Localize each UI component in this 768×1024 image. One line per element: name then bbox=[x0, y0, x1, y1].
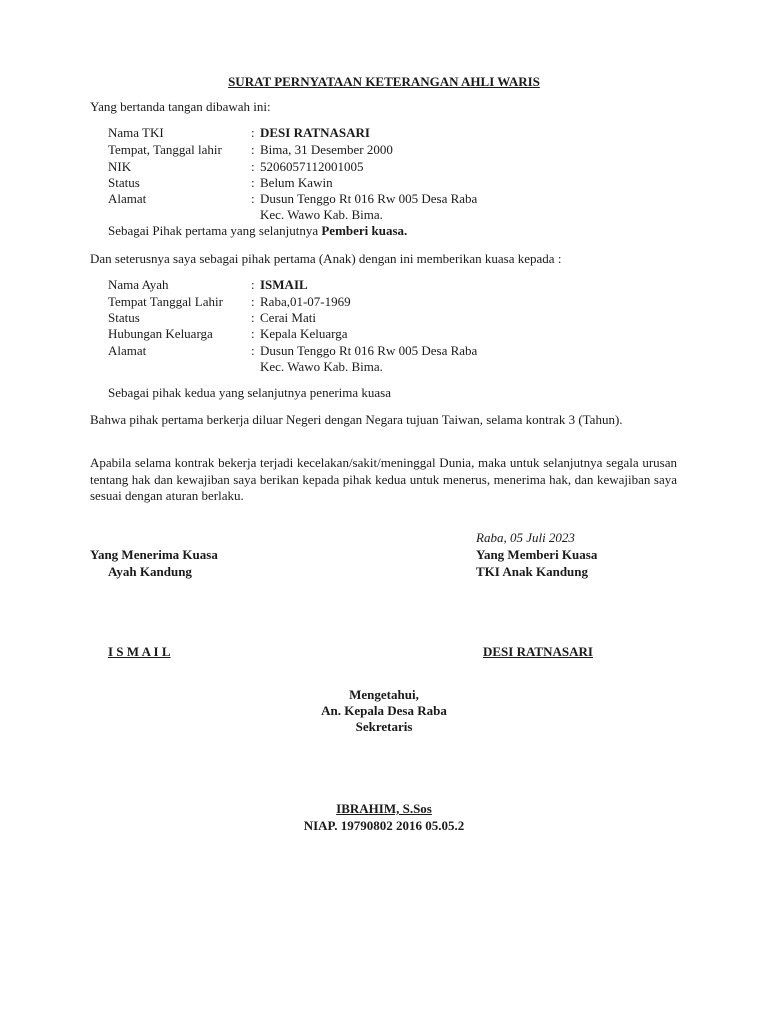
right-signer-role: Yang Memberi Kuasa bbox=[476, 547, 598, 562]
right-signer-relation: TKI Anak Kandung bbox=[476, 564, 589, 579]
field-colon: : bbox=[251, 326, 255, 341]
field-value-nama-ayah: ISMAIL bbox=[260, 277, 308, 292]
field-value-nama-tki: DESI RATNASARI bbox=[260, 125, 370, 140]
field-label-alamat-2: Alamat bbox=[108, 343, 147, 358]
field-value-status-2: Cerai Mati bbox=[260, 310, 316, 325]
field-colon: : bbox=[251, 294, 255, 309]
place-date: Raba, 05 Juli 2023 bbox=[476, 530, 575, 545]
field-value-hubungan-keluarga: Kepala Keluarga bbox=[260, 326, 348, 341]
field-value-alamat-line2: Kec. Wawo Kab. Bima. bbox=[260, 207, 383, 222]
field-value-nik: 5206057112001005 bbox=[260, 159, 364, 174]
field-label-status: Status bbox=[108, 175, 140, 190]
approval-acknowledged: Mengetahui, bbox=[349, 687, 419, 702]
second-party-closing: Sebagai pihak kedua yang selanjutnya penerima kuasa bbox=[108, 385, 392, 400]
left-signer-relation: Ayah Kandung bbox=[108, 564, 192, 579]
approval-on-behalf: An. Kepala Desa Raba bbox=[321, 703, 447, 718]
field-label-alamat: Alamat bbox=[108, 191, 147, 206]
field-colon: : bbox=[251, 125, 255, 140]
field-colon: : bbox=[251, 343, 255, 358]
field-value-tempat-tanggal-lahir-2: Raba,01-07-1969 bbox=[260, 294, 351, 309]
field-colon: : bbox=[251, 142, 255, 157]
field-colon: : bbox=[251, 191, 255, 206]
approval-name-text: IBRAHIM, S.Sos bbox=[336, 801, 432, 816]
transition-text: Dan seterusnya saya sebagai pihak pertama (Anak) dengan ini memberikan kuasa kepada : bbox=[90, 251, 562, 266]
field-value-tempat-tanggal-lahir: Bima, 31 Desember 2000 bbox=[260, 142, 393, 157]
field-value-alamat-2-line2: Kec. Wawo Kab. Bima. bbox=[260, 359, 383, 374]
left-signer-role: Yang Menerima Kuasa bbox=[90, 547, 218, 562]
first-party-closing-bold: Pemberi kuasa. bbox=[321, 223, 408, 238]
intro-text: Yang bertanda tangan dibawah ini: bbox=[90, 99, 271, 114]
approval-name bbox=[0, 801, 768, 817]
field-colon: : bbox=[251, 159, 255, 174]
field-colon: : bbox=[251, 310, 255, 325]
paragraph-authority: Apabila selama kontrak bekerja terjadi kecelakan/sakit/meninggal Dunia, maka untuk selanjutnya segala urusan tentang hak dan kewajiban saya berikan kepada pihak kedua untuk menerus, menerima hak, dan kewajiban saya sesuai dengan aturan berlaku. bbox=[90, 455, 677, 503]
field-value-alamat: Dusun Tenggo Rt 016 Rw 005 Desa Raba bbox=[260, 191, 478, 206]
field-label-nama-tki: Nama TKI bbox=[108, 125, 164, 140]
first-party-closing-text: Sebagai Pihak pertama yang selanjutnya bbox=[108, 223, 322, 238]
first-party-closing bbox=[108, 223, 407, 239]
left-signer-name: I S M A I L bbox=[108, 644, 171, 659]
document-title: SURAT PERNYATAAN KETERANGAN AHLI WARIS bbox=[228, 74, 540, 89]
field-colon: : bbox=[251, 277, 255, 292]
right-signer-name: DESI RATNASARI bbox=[483, 644, 593, 659]
field-label-tempat-tanggal-lahir-2: Tempat Tanggal Lahir bbox=[108, 294, 223, 309]
field-label-hubungan-keluarga: Hubungan Keluarga bbox=[108, 326, 213, 341]
approval-niap: NIAP. 19790802 2016 05.05.2 bbox=[303, 818, 465, 833]
paragraph-work-abroad: Bahwa pihak pertama berkerja diluar Negeri dengan Negara tujuan Taiwan, selama kontrak 3 (Tahun). bbox=[90, 412, 623, 427]
field-colon: : bbox=[251, 175, 255, 190]
field-label-tempat-tanggal-lahir: Tempat, Tanggal lahir bbox=[108, 142, 222, 157]
field-value-alamat-2: Dusun Tenggo Rt 016 Rw 005 Desa Raba bbox=[260, 343, 478, 358]
field-value-status: Belum Kawin bbox=[260, 175, 333, 190]
field-label-nama-ayah: Nama Ayah bbox=[108, 277, 169, 292]
approval-position: Sekretaris bbox=[355, 719, 413, 734]
field-label-nik: NIK bbox=[108, 159, 132, 174]
field-label-status-2: Status bbox=[108, 310, 140, 325]
